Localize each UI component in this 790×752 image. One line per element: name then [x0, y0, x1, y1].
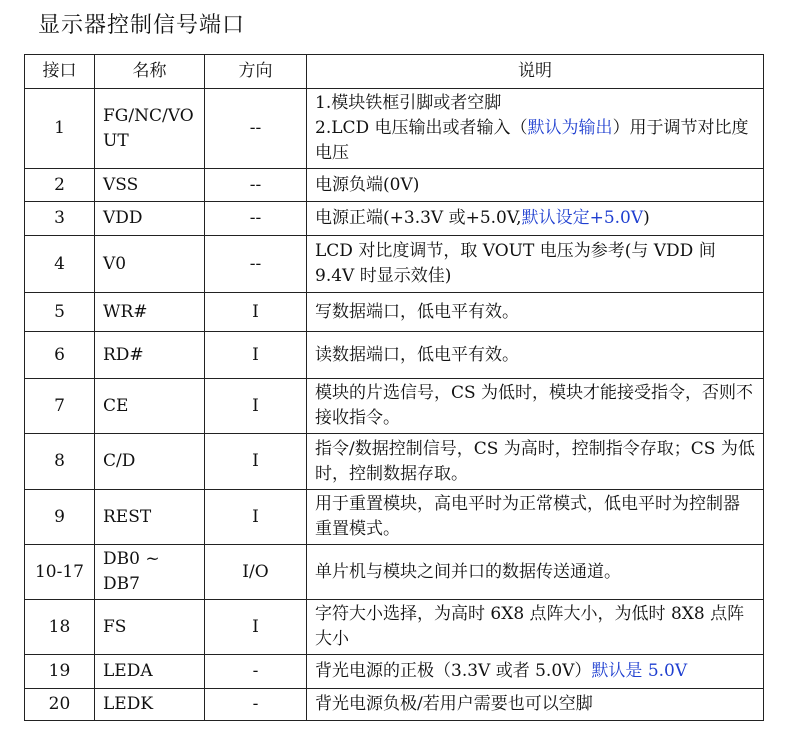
port-cell: 5: [25, 293, 95, 332]
direction-cell: I: [205, 490, 307, 545]
description-cell: [307, 89, 764, 169]
port-cell: 10-17: [25, 545, 95, 600]
name-cell: V0: [95, 236, 205, 293]
name-cell: VDD: [95, 202, 205, 236]
name-cell: WR#: [95, 293, 205, 332]
direction-cell: I/O: [205, 545, 307, 600]
direction-cell: -: [205, 689, 307, 721]
table-row: [25, 169, 764, 202]
table-header-row: [25, 55, 764, 89]
description-cell: 电源负端(0V): [307, 169, 764, 202]
direction-cell: --: [205, 202, 307, 236]
header-direction: 方向: [205, 55, 307, 89]
name-cell: DB0 ~ DB7: [95, 545, 205, 600]
default-note: 默认是 5.0V: [591, 661, 688, 681]
table-row: [25, 689, 764, 721]
direction-cell: I: [205, 379, 307, 434]
direction-cell: I: [205, 434, 307, 490]
name-cell: FG/NC/VO UT: [95, 89, 205, 169]
header-port: 接口: [25, 55, 95, 89]
description-cell: 模块的片选信号，CS 为低时，模块才能接受指令，否则不接收指令。: [307, 379, 764, 434]
table-row: [25, 545, 764, 600]
port-cell: 8: [25, 434, 95, 490]
description-cell: [307, 655, 764, 689]
direction-cell: I: [205, 293, 307, 332]
name-cell: FS: [95, 600, 205, 655]
table-row: [25, 600, 764, 655]
description-cell: 读数据端口，低电平有效。: [307, 332, 764, 379]
direction-cell: --: [205, 89, 307, 169]
table-row: [25, 89, 764, 169]
description-cell: 字符大小选择，为高时 6X8 点阵大小，为低时 8X8 点阵大小: [307, 600, 764, 655]
description-text: ): [643, 208, 650, 228]
description-cell: 指令/数据控制信号，CS 为高时，控制指令存取；CS 为低时，控制数据存取。: [307, 434, 764, 490]
description-cell: 单片机与模块之间并口的数据传送通道。: [307, 545, 764, 600]
table-row: [25, 236, 764, 293]
name-cell: VSS: [95, 169, 205, 202]
description-cell: 用于重置模块，高电平时为正常模式，低电平时为控制器重置模式。: [307, 490, 764, 545]
direction-cell: --: [205, 169, 307, 202]
name-cell: C/D: [95, 434, 205, 490]
table-row: [25, 434, 764, 490]
description-cell: [307, 202, 764, 236]
table-row: [25, 202, 764, 236]
description-cell: 背光电源负极/若用户需要也可以空脚: [307, 689, 764, 721]
table-row: [25, 332, 764, 379]
description-text: ）用于调节对比度电压: [315, 118, 749, 163]
name-cell: LEDK: [95, 689, 205, 721]
port-cell: 19: [25, 655, 95, 689]
name-cell: RD#: [95, 332, 205, 379]
default-note: 默认设定+5.0V: [521, 208, 644, 228]
default-note: 默认为输出: [527, 118, 613, 138]
port-cell: 1: [25, 89, 95, 169]
table-row: [25, 655, 764, 689]
header-name: 名称: [95, 55, 205, 89]
port-cell: 9: [25, 490, 95, 545]
header-description: 说明: [307, 55, 764, 89]
signal-port-table: [24, 54, 764, 721]
description-line: 1.模块铁框引脚或者空脚: [315, 93, 502, 113]
description-cell: 写数据端口，低电平有效。: [307, 293, 764, 332]
port-cell: 3: [25, 202, 95, 236]
port-cell: 18: [25, 600, 95, 655]
description-text: 2.LCD 电压输出或者输入（: [315, 118, 528, 138]
description-cell: LCD 对比度调节，取 VOUT 电压为参考(与 VDD 间 9.4V 时显示效佳): [307, 236, 764, 293]
port-cell: 20: [25, 689, 95, 721]
description-text: 电源正端(+3.3V 或+5.0V,: [315, 208, 522, 228]
table-row: [25, 490, 764, 545]
direction-cell: I: [205, 332, 307, 379]
name-cell: LEDA: [95, 655, 205, 689]
name-cell: CE: [95, 379, 205, 434]
table-row: [25, 293, 764, 332]
port-cell: 7: [25, 379, 95, 434]
name-cell: REST: [95, 490, 205, 545]
table-row: [25, 379, 764, 434]
description-text: 背光电源的正极（3.3V 或者 5.0V）: [315, 661, 592, 681]
port-cell: 6: [25, 332, 95, 379]
page-title: 显示器控制信号端口: [38, 13, 246, 38]
port-cell: 4: [25, 236, 95, 293]
direction-cell: --: [205, 236, 307, 293]
port-cell: 2: [25, 169, 95, 202]
direction-cell: I: [205, 600, 307, 655]
direction-cell: -: [205, 655, 307, 689]
